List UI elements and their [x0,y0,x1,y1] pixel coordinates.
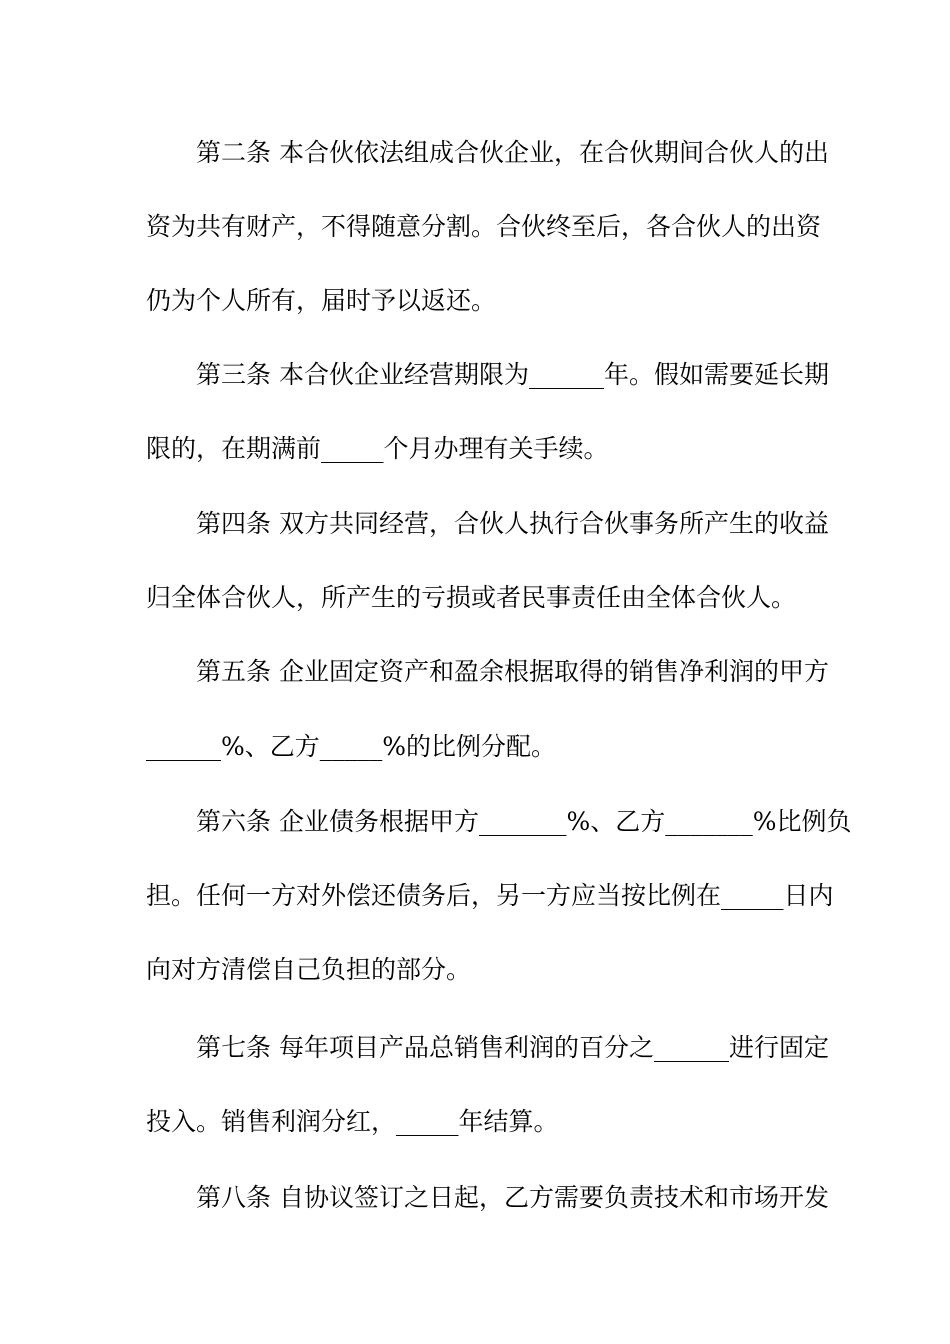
text-line: 第三条 本合伙企业经营期限为______年。假如需要延长期 [146,360,829,389]
text-line: 第五条 企业固定资产和盈余根据取得的销售净利润的甲方 [146,657,829,686]
text-line: 仍为个人所有，届时予以返还。 [146,286,497,315]
text-line: 第二条 本合伙依法组成合伙企业，在合伙期间合伙人的出 [146,138,829,167]
text-line: 第六条 企业债务根据甲方_______%、乙方_______%比例负 [146,807,852,836]
text-line: 第四条 双方共同经营，合伙人执行合伙事务所产生的收益 [146,509,829,538]
text-line: ______%、乙方_____%的比例分配。 [146,732,557,761]
text-line: 投入。销售利润分红，_____年结算。 [146,1107,559,1136]
text-line: 向对方清偿自己负担的部分。 [146,955,472,984]
text-line: 归全体合伙人，所产生的亏损或者民事责任由全体合伙人。 [146,583,797,612]
text-line: 担。任何一方对外偿还债务后，另一方应当按比例在_____日内 [146,881,834,910]
text-line: 第七条 每年项目产品总销售利润的百分之______进行固定 [146,1033,829,1062]
text-line: 资为共有财产，不得随意分割。合伙终至后，各合伙人的出资 [146,212,822,241]
text-line: 第八条 自协议签订之日起，乙方需要负责技术和市场开发 [146,1183,829,1212]
text-line: 限的，在期满前_____个月办理有关手续。 [146,434,609,463]
